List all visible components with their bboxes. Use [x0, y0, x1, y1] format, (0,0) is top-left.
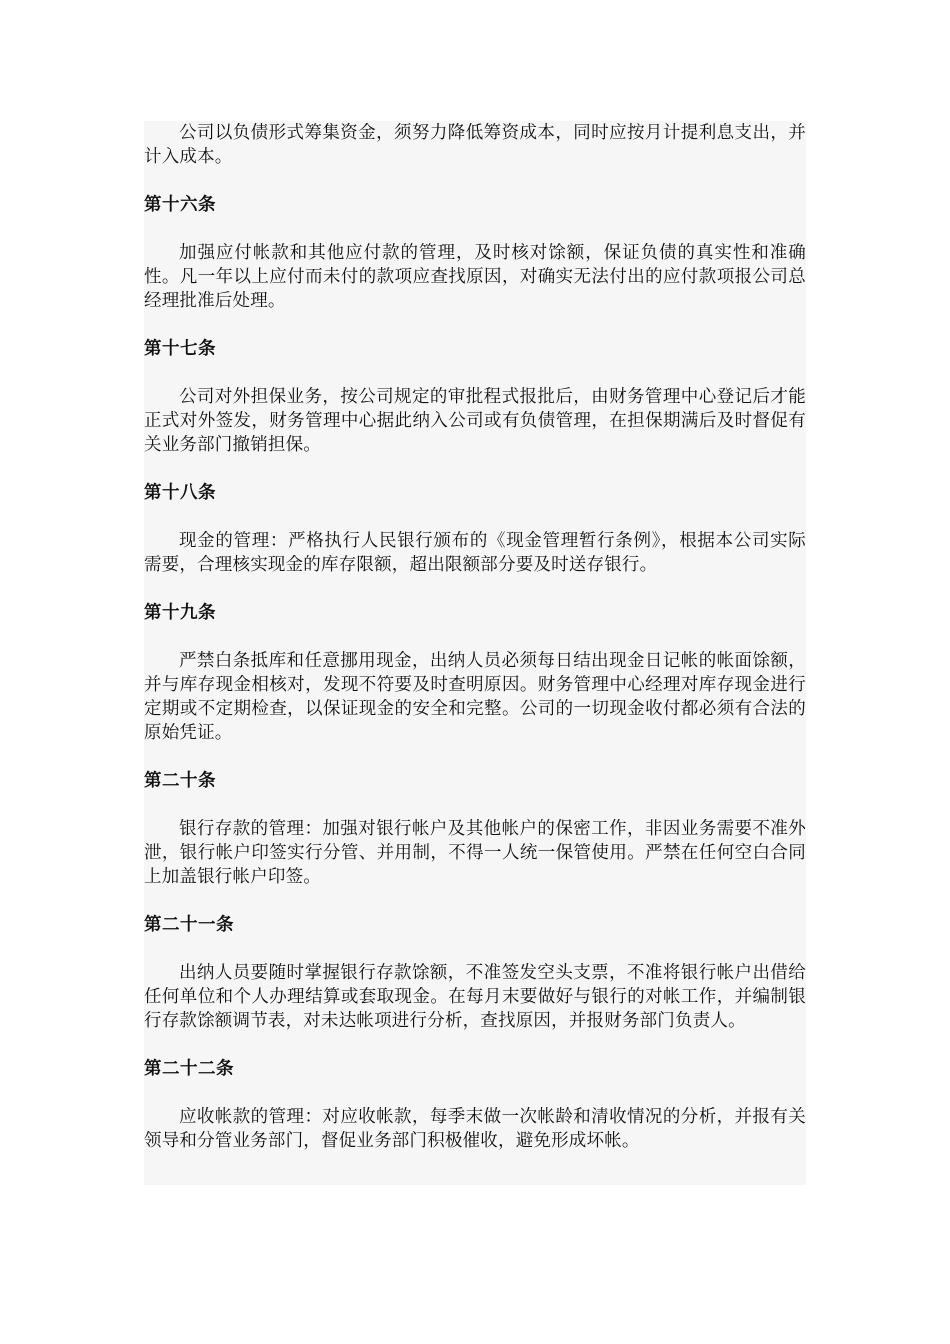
article-heading-21: 第二十一条 [144, 915, 234, 935]
paragraph-article-18: 现金的管理：严格执行人民银行颁布的《现金管理暂行条例》，根据本公司实际需要，合理核实现金的库存限额，超出限额部分要及时送存银行。 [144, 531, 806, 575]
paragraph-article-20: 银行存款的管理：加强对银行帐户及其他帐户的保密工作，非因业务需要不准外泄，银行帐户印签实行分管、并用制，不得一人统一保管使用。严禁在任何空白合同上加盖银行帐户印签。 [144, 819, 806, 887]
article-heading-16: 第十六条 [144, 195, 216, 215]
article-heading-20: 第二十条 [144, 771, 216, 791]
paragraph-article-21: 出纳人员要随时掌握银行存款馀额，不准签发空头支票，不准将银行帐户出借给任何单位和个人办理结算或套取现金。在每月末要做好与银行的对帐工作，并编制银行存款馀额调节表，对未达帐项进行分析，查找原因，并报财务部门负责人。 [144, 963, 806, 1031]
paragraph-article-22: 应收帐款的管理：对应收帐款，每季末做一次帐龄和清收情况的分析，并报有关领导和分管业务部门，督促业务部门积极催收，避免形成坏帐。 [144, 1107, 806, 1151]
article-heading-18: 第十八条 [144, 483, 216, 503]
article-heading-22: 第二十二条 [144, 1059, 234, 1079]
paragraph-article-16: 加强应付帐款和其他应付款的管理，及时核对馀额，保证负债的真实性和准确性。凡一年以上应付而未付的款项应查找原因，对确实无法付出的应付款项报公司总经理批准后处理。 [144, 243, 806, 311]
paragraph-article-17: 公司对外担保业务，按公司规定的审批程式报批后，由财务管理中心登记后才能正式对外签发，财务管理中心据此纳入公司或有负债管理，在担保期满后及时督促有关业务部门撤销担保。 [144, 387, 806, 455]
article-heading-17: 第十七条 [144, 339, 216, 359]
document-body [144, 121, 806, 1185]
paragraph-article-19: 严禁白条抵库和任意挪用现金，出纳人员必须每日结出现金日记帐的帐面馀额，并与库存现金相核对，发现不符要及时查明原因。财务管理中心经理对库存现金进行定期或不定期检查，以保证现金的安全和完整。公司的一切现金收付都必须有合法的原始凭证。 [144, 651, 806, 743]
paragraph-interest: 公司以负债形式筹集资金，须努力降低筹资成本，同时应按月计提利息支出，并计入成本。 [144, 123, 806, 167]
article-heading-19: 第十九条 [144, 603, 216, 623]
